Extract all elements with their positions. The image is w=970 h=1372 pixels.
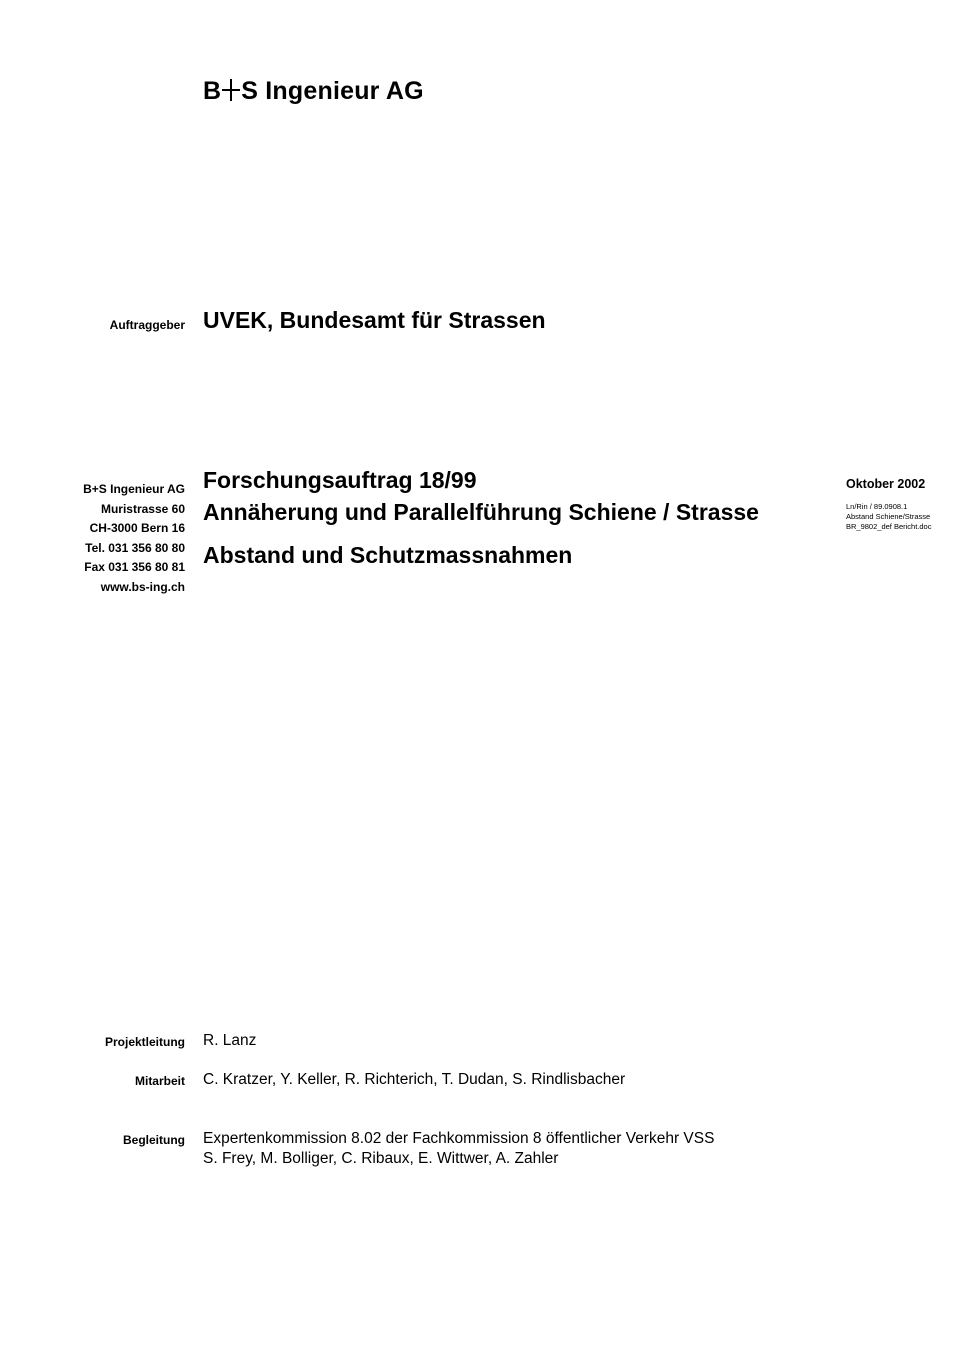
support-committee: Expertenkommission 8.02 der Fachkommission 8 öffentlicher Verkehr VSS [203, 1130, 715, 1147]
reference-line: BR_9802_def Bericht.doc [846, 522, 932, 531]
logo-text-left: B [203, 77, 222, 105]
company-web: www.bs-ing.ch [100, 579, 185, 594]
staff-value: C. Kratzer, Y. Keller, R. Richterich, T. Dudan, S. Rindlisbacher [203, 1071, 626, 1088]
client-label: Auftraggeber [109, 318, 185, 332]
project-lead-value: R. Lanz [203, 1032, 257, 1049]
company-fax: Fax 031 356 80 81 [84, 560, 185, 574]
company-name: B+S Ingenieur AG [83, 482, 185, 496]
document-reference [846, 502, 931, 532]
company-city: CH-3000 Bern 16 [89, 521, 185, 535]
title-topic: Abstand und Schutzmassnahmen [203, 542, 573, 568]
client-name: UVEK, Bundesamt für Strassen [203, 307, 546, 333]
reference-line: Ln/Rin / 89.0908.1 [846, 502, 908, 511]
logo-cross-icon [222, 79, 240, 101]
company-street: Muristrasse 60 [100, 501, 185, 516]
staff-label: Mitarbeit [134, 1074, 185, 1088]
document-date: Oktober 2002 [846, 477, 926, 491]
support-value [203, 1129, 714, 1169]
project-lead-label: Projektleitung [104, 1035, 185, 1049]
support-members: S. Frey, M. Bolliger, C. Ribaux, E. Wittwer, A. Zahler [203, 1150, 559, 1167]
title-research-order: Forschungsauftrag 18/99 [203, 467, 477, 493]
company-logo [203, 76, 424, 106]
title-subject: Annäherung und Parallelführung Schiene / Strasse [203, 499, 759, 525]
company-tel: Tel. 031 356 80 80 [85, 540, 185, 555]
logo-text-right: S Ingenieur AG [241, 77, 424, 105]
company-address [83, 480, 185, 597]
reference-line: Abstand Schiene/Strasse [846, 512, 931, 521]
support-label: Begleitung [123, 1133, 185, 1147]
